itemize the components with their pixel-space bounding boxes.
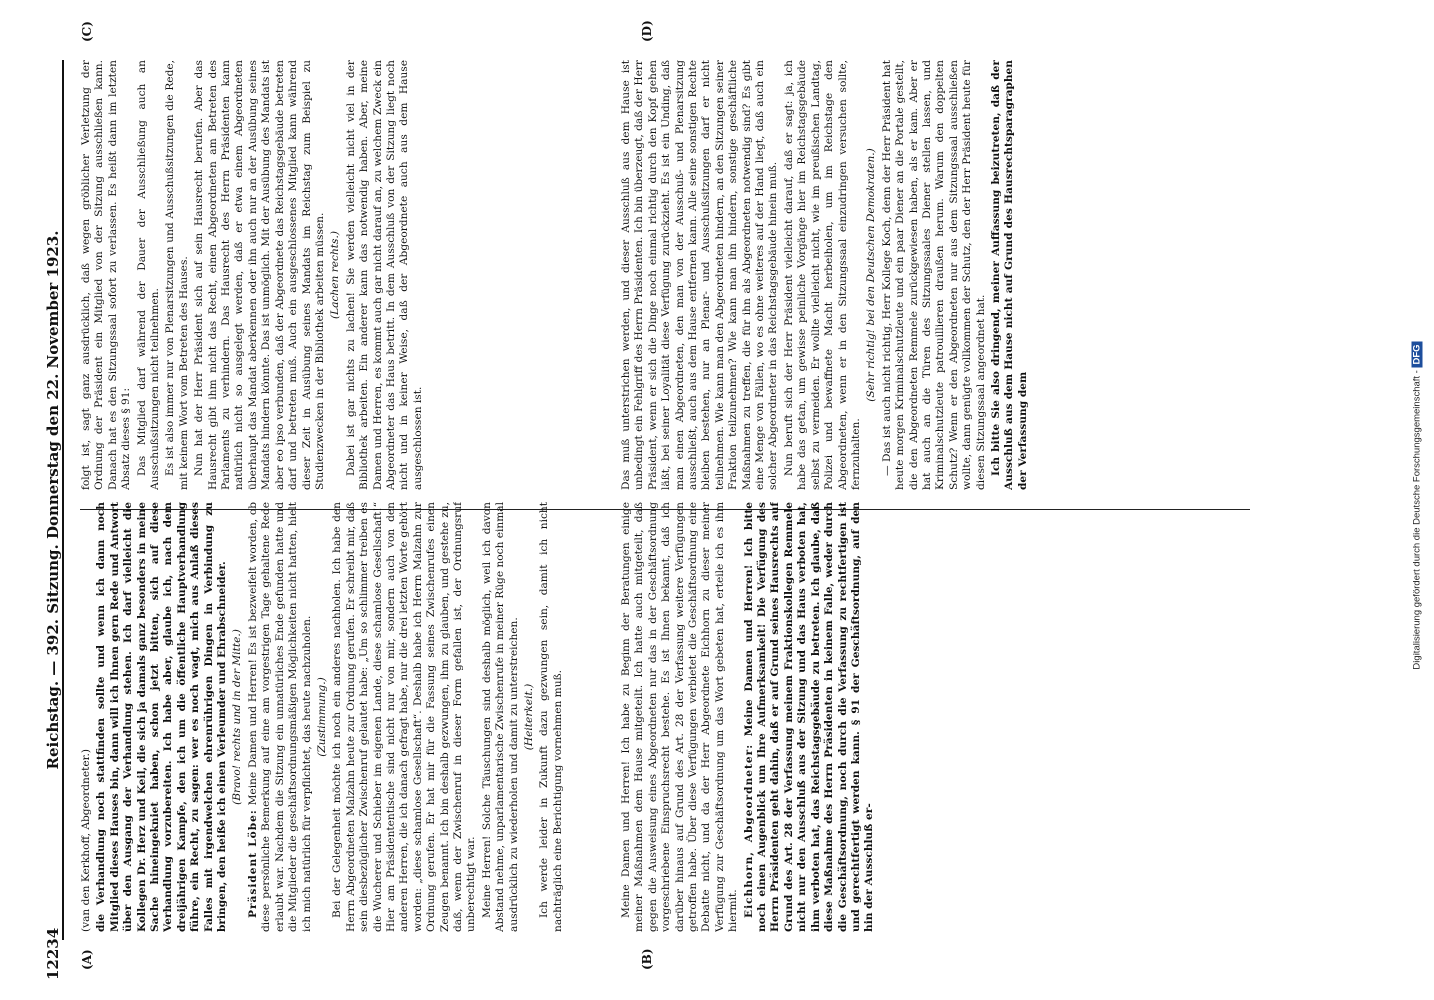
- paragraph: — Das ist auch nicht richtig, Herr Kollege Koch, denn der Herr Präsident hat heute morgen Kriminalschutzleute und ein paar Diener an die Portale gestellt, die den Abgeordneten Remmele zurückgewiesen haben, als er kam. Aber er hat auch an die Türen des Sitzungssaales Diener stellen lassen, und Kriminalschutzleute patrouillieren draußen herum. Warum den doppelten Schutz? Wenn er den Abgeordneten nur aus dem Sitzungssaal ausschließen wollte, dann genügte vollkommen der Schutz, den der Herr Präsident heute für diesen Sitzungssaal angeordnet hat.: [880, 60, 987, 490]
- page-number: 12234: [44, 927, 62, 980]
- digitization-credit: [1402, 20, 1428, 980]
- paragraph: Meine Damen und Herren! Ich habe zu Beginn der Beratungen einige meiner Maßnahmen dem Hause mitgeteilt. Ich hatte auch mitgeteilt, daß gegen die Ausweisung eines Abgeordneten nur das in der Geschäftsordnung vorgeschriebene Einspruchsrecht bestehe. Es ist Ihnen bekannt, daß ich darüber hinaus auf Grund des Art. 28 der Verfassung weitere Verfügungen getroffen habe. Über diese Verfügungen verbietet die Geschäftsordnung eine Debatte nicht, und da der Herr Abgeordnete Eichhorn zu dieser meiner Verfügung zur Geschäftsordnung um das Wort gebeten hat, erteile ich es ihm hiermit.: [620, 502, 740, 932]
- reaction: (Zustimmung.): [315, 677, 328, 757]
- reaction: (Heiterkeit.): [523, 683, 535, 751]
- dfg-logo: DFG: [1412, 341, 1423, 367]
- paragraph: die Verhandlung noch stattfinden sollte und wenn ich dann noch Mitglied dieses Hauses bin, dann will ich Ihnen gern Rede und Antwort über den Ausgang der Verhandlung stehen. Ich darf vielleicht die Kollegen Dr. Herz und Keil, die sich ja damals ganz besonders in meine Sache hineingekniet haben, schon jetzt bitten, sich auf diese Verhandlung vorzubereiten. Ich habe aber, glaube ich, nach dem dreijährigen Kampfe, den ich um die öffentliche Hauptverhandlung führe, ein Recht, zu sagen: wer es noch wagt, mich aus Anlaß dieses Falles mit irgendwelchen ehrenrührigen Dingen in Verbindung zu bringen, den heiße ich einen Verleumder und Ehrabschneider.: [95, 502, 229, 932]
- margin-marker-b: (B): [640, 948, 654, 970]
- paragraph: Eichhorn, Abgeordneter: Meine Damen und Herren! Ich bitte noch einen Augenblick um Ihre Aufmerksamkeit! Die Verfügung des Herrn Präsidenten geht dahin, daß er auf Grund seines Hausrechts auf Grund des Art. 28 der Verfassung meinem Fraktionskollegen Remmele nicht nur den Ausschluß aus der Sitzung und das Haus verboten hat, ihm verboten hat, das Reichstagsgebäude zu betreten. Ich glaube, daß diese Maßnahme des Herrn Präsidenten in keinem Falle, weder durch die Geschäftsordnung, noch durch die Verfassung zu rechtfertigen ist und gerechtfertigt werden kann. § 91 der Geschäftsordnung, auf den hin der Ausschluß er-: [742, 502, 876, 932]
- speaker-name: Präsident Löbe:: [246, 809, 259, 918]
- paragraph: Präsident Löbe: Meine Damen und Herren! Es ist bezweifelt worden, ob diese persönliche Bemerkung auf eine am vorgestrigen Tage gehaltene Rede erlaubt war. Nachdem die Sitzung ein unnatürliches Ende gefunden hatte und die Mitglieder die geschäftsordnungsmäßigen Möglichkeiten nicht hatten, hielt ich mich natürlich für verpflichtet, das heute nachzuholen.: [246, 502, 313, 932]
- paragraph: folgt ist, sagt ganz ausdrücklich, daß wegen gröblicher Verletzung der Ordnung der Präsident ein Mitglied von der Sitzung ausschließen kann. Danach hat es den Sitzungssaal sofort zu verlassen. Es heißt dann im letzten Absatz dieses § 91:: [80, 60, 133, 490]
- margin-marker-a: (A): [80, 949, 94, 970]
- reaction: (Sehr richtig! bei den Deutschen Demokraten.): [865, 148, 878, 402]
- left-column-upper: [80, 502, 620, 932]
- reaction: (Lachen rechts.): [329, 231, 342, 319]
- page-title: Reichstag. — 392. Sitzung. Donnerstag den 22. November 1923.: [44, 230, 62, 770]
- credit-text: Digitalisierung gefördert durch die Deutsche Forschungsgemeinschaft -: [1411, 370, 1423, 670]
- paragraph: Bei der Gelegenheit möchte ich noch ein anderes nachholen. Ich habe den Herrn Abgeordneten Malzahn heute zur Ordnung gerufen. Er schreibt mir, daß sein diesbezüglicher Zwischenruf gelautet habe: „Um so schlimmer treiben es die Wucherer und Schieber im eigenen Lande, diese schamlose Gesellschaft!“ Hier am Präsidententische sind nicht nur von mir, sondern auch von den anderen Herren, die ich danach gefragt habe, nur die drei letzten Worte gehört worden: „diese schamlose Gesellschaft“. Deshalb habe ich Herrn Malzahn zur Ordnung gerufen. Er hat mir für die Fassung seines Zwischenrufes einen Zeugen benannt. Ich bin deshalb gezwungen, ihm zu glauben, und gestehe zu, daß, wenn der Zwischenruf in dieser Form gefallen ist, der Ordnungsruf unberechtigt war.: [331, 502, 478, 932]
- speaker-attribution: (van den Kerkhoff, Abgeordneter.): [80, 748, 92, 932]
- quotation: Das Mitglied darf während der Dauer der Ausschließung auch an Ausschußsitzungen nicht teilnehmen.: [135, 60, 162, 490]
- margin-marker-c: (C): [80, 21, 94, 42]
- left-column-lower: [620, 502, 1260, 932]
- right-column-upper: [80, 60, 620, 490]
- speaker-name: Eichhorn, Abgeordneter:: [742, 743, 755, 918]
- margin-marker-d: (D): [640, 20, 654, 42]
- paragraph: Das muß unterstrichen werden, und dieser Ausschluß aus dem Hause ist unbedingt ein Fehlgriff des Herrn Präsidenten. Ich bin überzeugt, daß der Herr Präsident, wenn er sich die Dinge noch einmal richtig durch den Kopf gehen läßt, bei seiner Loyalität diese Verfügung zurückzieht. Es ist ein Unding, daß man einen Abgeordneten, den man von der Ausschuß- und Plenarsitzung ausschließt, auch aus dem Hause entfernen kann. Alle seine sonstigen Rechte bleiben bestehen, nur an Plenar- und Ausschußsitzungen darf er nicht teilnehmen. Wie kann man den Abgeordneten hindern, an den Sitzungen seiner Fraktion teilzunehmen? Wie kann man ihn hindern, sonstige geschäftliche Maßnahmen zu treffen, die für ihn als Abgeordneten notwendig sind? Es gibt eine Menge von Fällen, wo es ohne weiteres auf der Hand liegt, daß auch ein solcher Abgeordneter in das Reichstagsgebäude hinein muß.: [620, 60, 780, 490]
- page-header: [44, 0, 70, 1000]
- right-column-lower: [620, 60, 1260, 490]
- reaction: (Bravo! rechts und in der Mitte.): [231, 629, 244, 805]
- paragraph: Nun hat der Herr Präsident sich auf sein Hausrecht berufen. Aber das Hausrecht gibt ihm nicht das Recht, einen Abgeordneten am Betreten des Parlaments zu verhindern. Das Hausrecht des Herrn Präsidenten kann natürlich nicht so ausgelegt werden, daß er etwa einem Abgeordneten überhaupt das Mandat aberkennen oder ihn auch nur an der Ausübung seines Mandats hindern könnte. Das ist unmöglich. Mit der Ausübung des Mandats ist aber eo ipso verbunden, daß der Abgeordnete das Reichstagsgebäude betreten darf und betreten muß. Auch ein ausgeschlossenes Mitglied kann während dieser Zeit in Ausübung seines Mandats im Reichstag zum Beispiel zu Studienzwecken in der Bibliothek arbeiten müssen.: [193, 60, 326, 490]
- paragraph: Ich werde leider in Zukunft dazu gezwungen sein, damit ich nicht nachträglich eine Berichtigung vornehmen muß.: [538, 502, 564, 932]
- header-rule: [62, 60, 64, 940]
- paragraph: Nun beruft sich der Herr Präsident vielleicht darauf, daß er sagt: ja, ich habe das getan, um gewisse peinliche Vorgänge hier im Reichstagsgebäude selbst zu vermeiden. Er wollte vielleicht nicht, wie im preußischen Landtag, Polizei und bewaffnete Macht herbeiholen, um im Reichstage den Abgeordneten, wenn er in den Sitzungssaal einzudringen versuchen sollte, fernzuhalten.: [782, 60, 862, 490]
- paragraph: Es ist also immer nur von Plenarsitzungen und Ausschußsitzungen die Rede, mit keinem Wort vom Betreten des Hauses.: [164, 60, 190, 490]
- paragraph: Dabei ist gar nichts zu lachen! Sie werden vielleicht nicht viel in der Bibliothek arbeiten. Ein anderer kann das notwendig haben. Aber, meine Damen und Herren, es kommt auch gar nicht darauf an, zu welchem Zweck ein Abgeordneter das Haus betritt. In dem Ausschluß von der Sitzung liegt noch nicht und in keiner Weise, daß der Abgeordnete auch aus dem Hause ausgeschlossen ist.: [344, 60, 424, 490]
- paragraph: Meine Herren! Solche Täuschungen sind deshalb möglich, weil ich davon Abstand nehme, unparlamentarische Zwischenrufe in meiner Rüge noch einmal ausdrücklich zu wiederholen und damit zu unterstreichen.: [480, 502, 520, 932]
- paragraph: Ich bitte Sie also dringend, meiner Auffassung beizutreten, daß der Ausschluß aus dem Hause nicht auf Grund des Hausrechtsparagraphen der Verfassung dem: [989, 60, 1029, 490]
